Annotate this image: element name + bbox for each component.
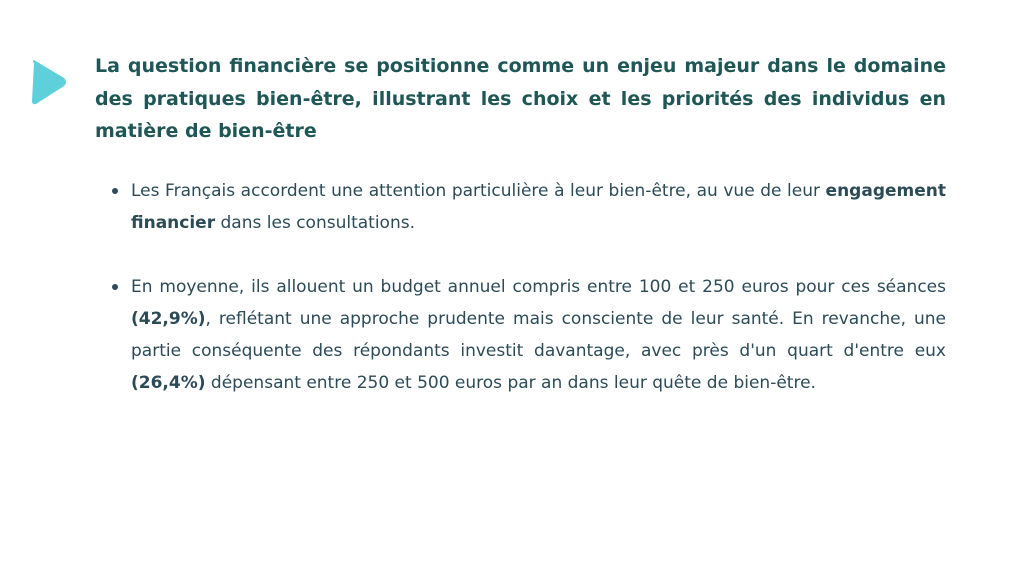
play-triangle-icon — [30, 59, 68, 105]
bullet-item-engagement — [112, 175, 946, 240]
bullet-emphasis: engagement financier — [131, 181, 946, 234]
bullet-text: , reflétant une approche prudente mais consciente de leur santé. En revanche, une partie conséquente des répondants investit davantage, avec près d'un quart d'entre eux — [131, 308, 946, 362]
bullet-emphasis-percent: (26,4%) — [131, 373, 206, 394]
bullet-dot — [112, 284, 118, 290]
bullet-emphasis-percent: (42,9%) — [131, 308, 206, 329]
bullet-text: dépensant entre 250 et 500 euros par an dans leur quête de bien-être. — [205, 373, 816, 394]
bullet-item-budget — [112, 271, 946, 400]
bullet-text: En moyenne, ils allouent un budget annuel compris entre 100 et 250 euros pour ces séances — [131, 276, 946, 297]
bullet-text: Les Français accordent une attention particulière à leur bien-être, au vue de leur — [131, 181, 826, 201]
bullet-dot — [112, 188, 118, 194]
slide-heading: La question financière se positionne comme un enjeu majeur dans le domaine des pratiques bien-être, illustrant les choix et les priorités des individus en matière de bien-être — [95, 55, 946, 142]
bullet-text: dans les consultations. — [215, 213, 415, 234]
bullet-list — [112, 175, 946, 400]
